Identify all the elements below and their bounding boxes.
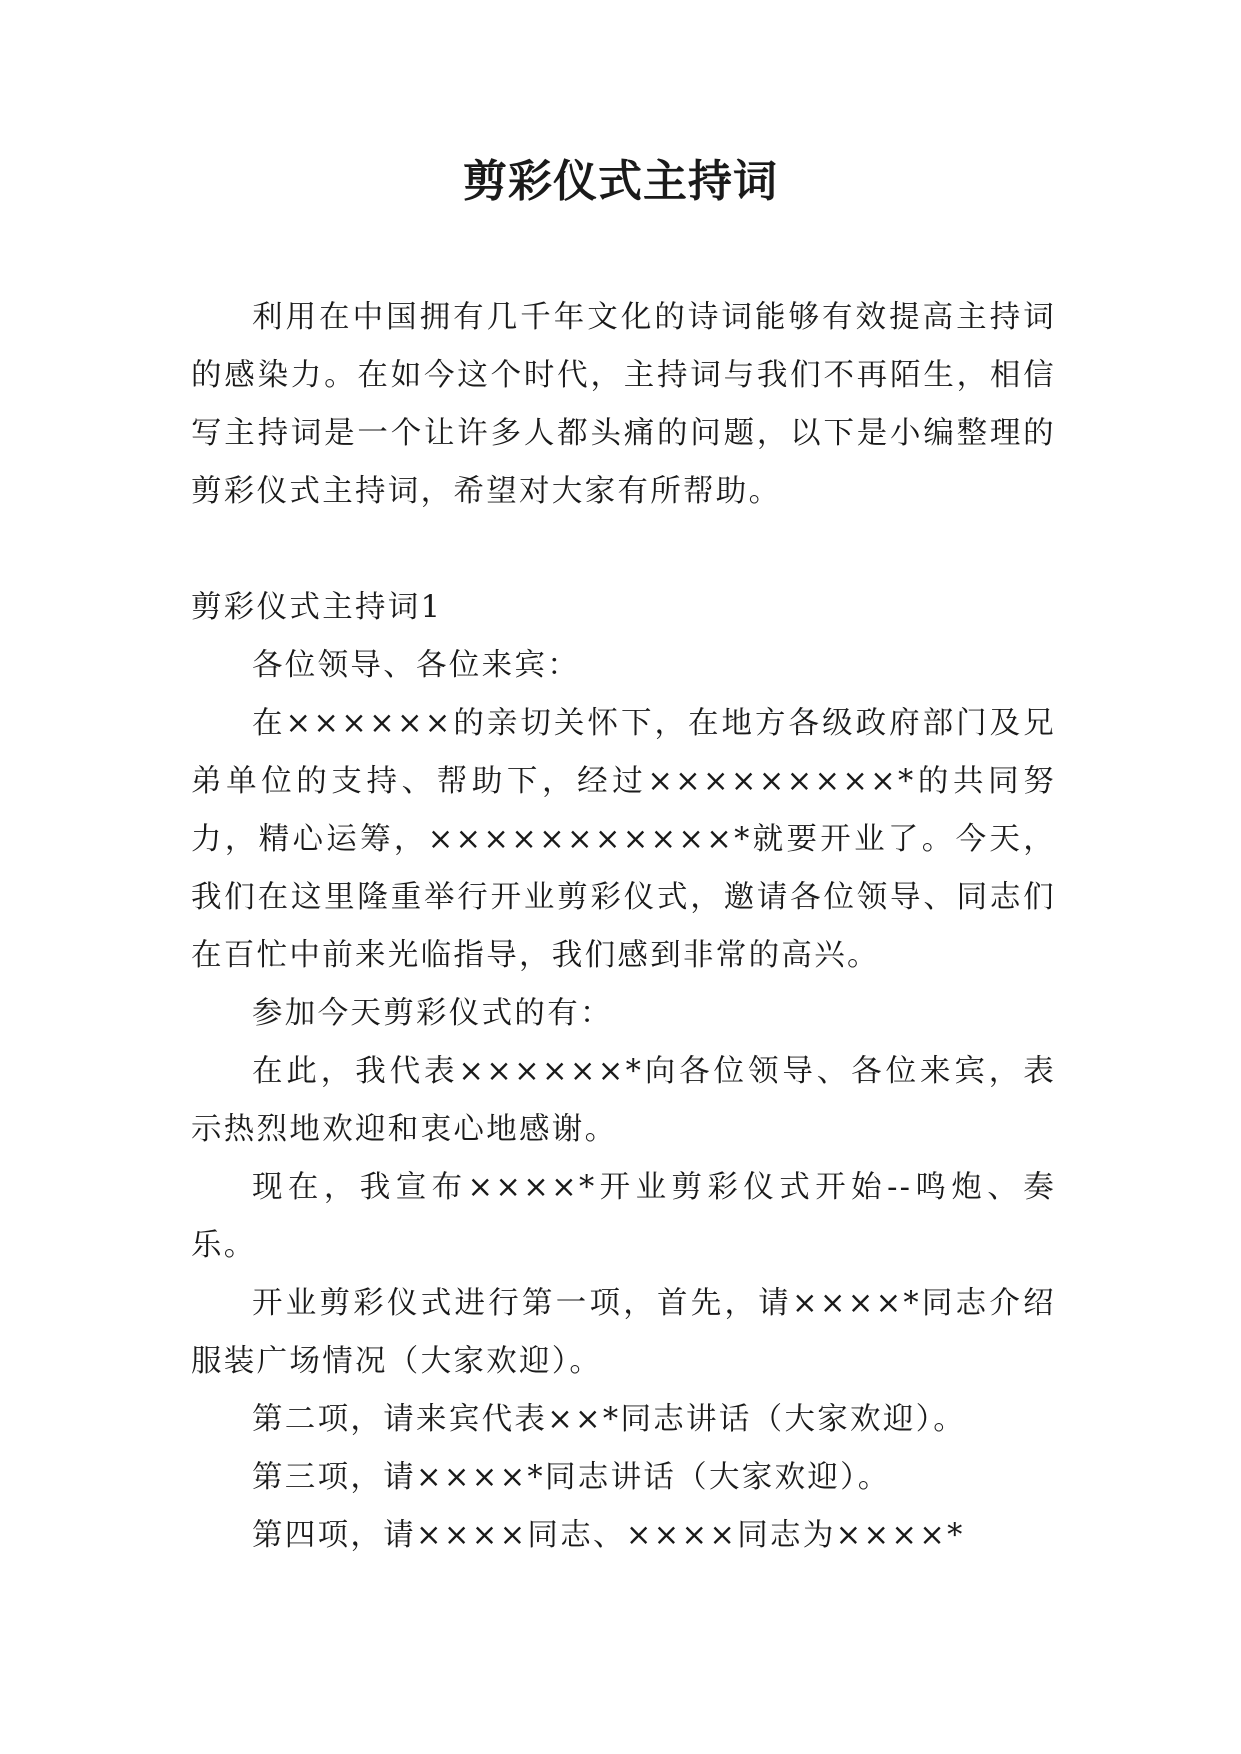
paragraph-attendees: 参加今天剪彩仪式的有： [252, 996, 613, 1031]
section-heading: 剪彩仪式主持词1 [191, 590, 443, 625]
paragraph-item-three: 第三项，请××××*同志讲话（大家欢迎）。 [252, 1460, 891, 1495]
paragraph-item-four: 第四项，请××××同志、××××同志为××××* [252, 1518, 965, 1553]
intro-paragraph: 利用在中国拥有几千年文化的诗词能够有效提高主持词的感染力。在如今这个时代，主持词与我们不再陌生，相信写主持词是一个让许多人都头痛的问题，以下是小编整理的剪彩仪式主持词，希望对大家有所帮助。 [191, 300, 1056, 509]
paragraph-opening: 在××××××的亲切关怀下，在地方各级政府部门及兄弟单位的支持、帮助下，经过×××××××××*的共同努力，精心运筹，×××××××××××*就要开业了。今天，我们在这里隆重举行开业剪彩仪式，邀请各位领导、同志们在百忙中前来光临指导，我们感到非常的高兴。 [191, 706, 1056, 973]
paragraph-item-two: 第二项，请来宾代表××*同志讲话（大家欢迎）。 [252, 1402, 967, 1437]
paragraph-announcement: 现在，我宣布××××*开业剪彩仪式开始--鸣炮、奏乐。 [191, 1170, 1056, 1263]
paragraph-salutation: 各位领导、各位来宾： [252, 648, 580, 683]
paragraph-welcome: 在此，我代表××××××*向各位领导、各位来宾，表示热烈地欢迎和衷心地感谢。 [191, 1054, 1056, 1147]
document-body [191, 289, 1056, 1565]
paragraph-item-one: 开业剪彩仪式进行第一项，首先，请××××*同志介绍服装广场情况（大家欢迎）。 [191, 1286, 1056, 1379]
document-title: 剪彩仪式主持词 [463, 156, 778, 207]
